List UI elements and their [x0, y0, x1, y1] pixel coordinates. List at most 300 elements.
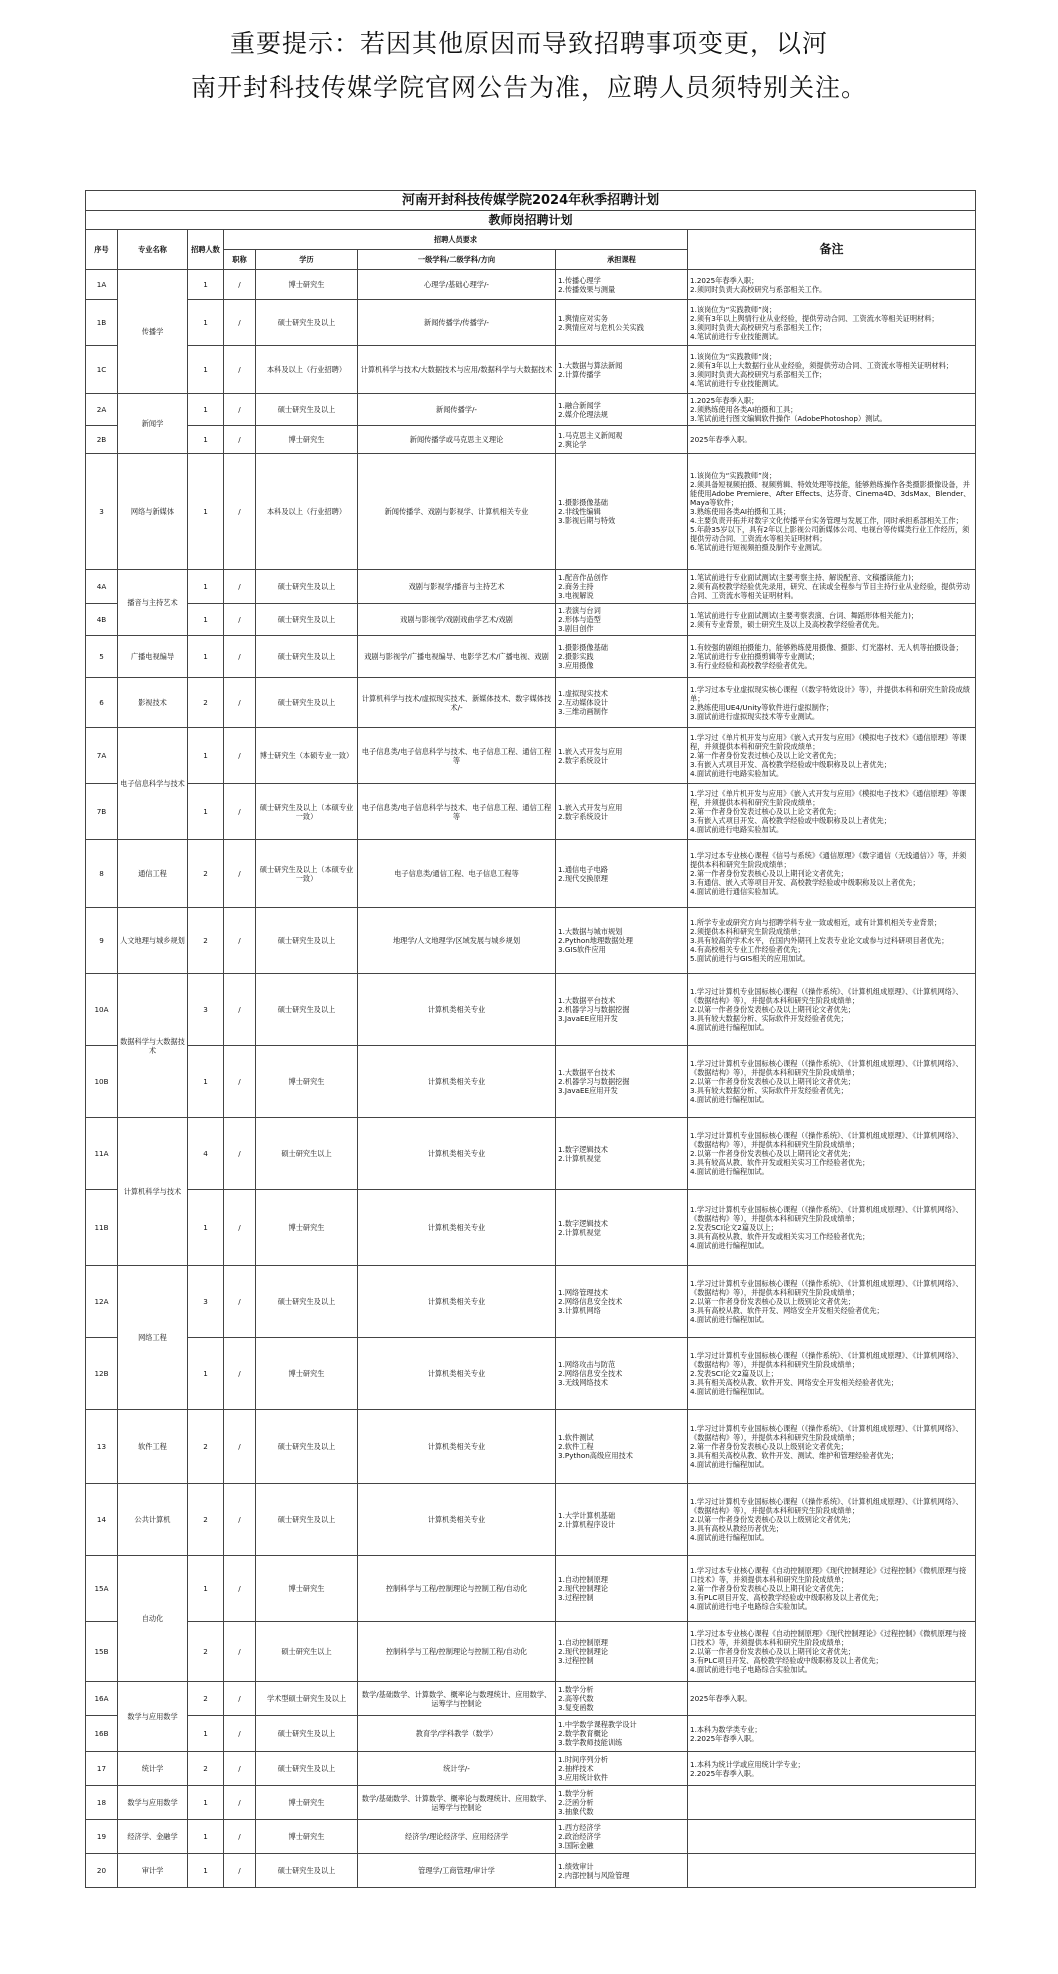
cell-discipline: 计算机类相关专业: [358, 1046, 556, 1118]
cell-remarks: [688, 1622, 976, 1682]
cell-courses-line: 1.大数据与城市规划: [558, 927, 623, 936]
cell-count: 1: [188, 1046, 224, 1118]
cell-count: 1: [188, 1338, 224, 1410]
cell-seq: 3: [86, 454, 118, 570]
cell-seq: 1C: [86, 346, 118, 394]
cell-remarks-line: 4.面试前进行编程加试。: [690, 1023, 769, 1032]
cell-courses-line: 3.剧目创作: [558, 624, 594, 633]
header-count: 招聘人数: [188, 230, 224, 270]
cell-courses-line: 2.传播效果与测量: [558, 284, 616, 294]
cell-remarks: [688, 1484, 976, 1556]
cell-remarks-line: 3.有PLC项目开发、高校教学经验或中级职称及以上者优先；: [690, 1593, 883, 1602]
cell-remarks-line: 2.须有3年以上舆情行业从业经验，提供劳动合同、工资流水等相关证明材料；: [690, 313, 939, 323]
cell-degree: 硕士研究生及以上: [256, 394, 358, 426]
cell-discipline: 计算机类相关专业: [358, 974, 556, 1046]
cell-degree: 博士研究生: [256, 1046, 358, 1118]
cell-remarks-line: 2.须具备短视频拍摄、视频剪辑、特效处理等技能，能够熟练操作各类摄影摄像设备，并能使用Adobe Premiere、After Effects、达芬奇、Cinema4D、3dsMax、Blender、Maya等软件；: [690, 480, 971, 507]
cell-title: /: [224, 784, 256, 840]
cell-major: 审计学: [118, 1854, 188, 1888]
cell-courses-line: 1.大数据与算法新闻: [558, 360, 623, 370]
cell-remarks: [688, 784, 976, 840]
cell-major: 统计学: [118, 1752, 188, 1786]
cell-discipline: 地理学/人文地理学/区域发展与城乡规划: [358, 908, 556, 974]
cell-courses-line: 3.过程控制: [558, 1593, 594, 1602]
cell-courses-line: 2.高等代数: [558, 1694, 594, 1703]
cell-courses-line: 3.数学教师技能训练: [558, 1738, 623, 1747]
table-row: [86, 1786, 976, 1820]
cell-remarks-line: 2.以第一作者身份发表核心及以上期刊论文者优先；: [690, 1647, 855, 1656]
cell-courses-line: 2.政治经济学: [558, 1832, 601, 1841]
cell-courses-line: 2.数字系统设计: [558, 811, 608, 821]
cell-discipline: 心理学/基础心理学/-: [358, 270, 556, 300]
cell-remarks: [688, 426, 976, 454]
cell-courses-line: 1.通信电子电路: [558, 864, 608, 874]
cell-remarks-line: 3.有嵌入式项目开发、高校教学经验或中级职称及以上者优先；: [690, 816, 891, 825]
cell-title: /: [224, 678, 256, 728]
cell-remarks-line: 4.主要负责开拓并对数字文化传播平台实务管理与发展工作，同时承担系部相关工作；: [690, 516, 963, 525]
cell-courses: [556, 678, 688, 728]
cell-count: 3: [188, 1266, 224, 1338]
table-row: [86, 636, 976, 678]
cell-degree: 学术型硕士研究生及以上: [256, 1682, 358, 1716]
cell-major: 数学与应用数学: [118, 1682, 188, 1752]
cell-remarks-line: 2.须熟练使用各类AI拍摄和工具；: [690, 405, 798, 414]
cell-count: 1: [188, 1820, 224, 1854]
cell-remarks-line: 4.面试前进行编程加试。: [690, 1241, 769, 1250]
cell-courses-line: 3.Python高级应用技术: [558, 1451, 633, 1460]
cell-courses-line: 2.抽样技术: [558, 1764, 594, 1773]
cell-major: 经济学、金融学: [118, 1820, 188, 1854]
cell-remarks-line: 3.须同时负责大高校研究与系部相关工作；: [690, 369, 827, 379]
cell-seq: 12A: [86, 1266, 118, 1338]
cell-degree: 博士研究生: [256, 426, 358, 454]
cell-remarks-line: 1.学习过计算机专业国标核心课程（《操作系统》、《计算机组成原理》、《计算机网络》、《数据结构》等），并提供本科和研究生阶段成绩单；: [690, 1205, 963, 1223]
cell-remarks-line: 2.以第一作者身份发表核心及以上级别论文者优先；: [690, 1297, 855, 1306]
cell-title: /: [224, 1410, 256, 1484]
cell-remarks-line: 3.笔试前进行图文编辑软件操作（AdobePhotoshop）测试。: [690, 414, 887, 423]
cell-major: 新闻学: [118, 394, 188, 454]
cell-seq: 1A: [86, 270, 118, 300]
cell-degree: 硕士研究生及以上: [256, 604, 358, 636]
table-row: [86, 1338, 976, 1410]
cell-degree: 博士研究生: [256, 1190, 358, 1266]
table-row: [86, 300, 976, 346]
cell-remarks-line: 2.须有3年以上大数据行业从业经验，须提供劳动合同、工资流水等相关证明材料；: [690, 360, 953, 370]
cell-discipline: 经济学/理论经济学、应用经济学: [358, 1820, 556, 1854]
cell-degree: 硕士研究生及以上: [256, 1854, 358, 1888]
cell-courses: [556, 908, 688, 974]
cell-count: 1: [188, 1556, 224, 1622]
cell-courses-line: 1.嵌入式开发与应用: [558, 746, 623, 756]
cell-courses-line: 2.媒介伦理法规: [558, 409, 608, 419]
cell-major: 人文地理与城乡规划: [118, 908, 188, 974]
cell-count: 1: [188, 784, 224, 840]
table-row: [86, 1484, 976, 1556]
cell-seq: 16A: [86, 1682, 118, 1716]
table-row: [86, 1190, 976, 1266]
cell-courses-line: 1.网络攻击与防范: [558, 1360, 616, 1369]
cell-title: /: [224, 1118, 256, 1190]
cell-remarks-line: 2025年春季入职。: [690, 435, 752, 444]
cell-discipline: 新闻传播学、戏剧与影视学、计算机相关专业: [358, 454, 556, 570]
table-row: [86, 1046, 976, 1118]
cell-courses-line: 1.数学分析: [558, 1789, 594, 1798]
cell-remarks-line: 3.有PLC项目开发、高校教学经验或中级职称及以上者优先；: [690, 1656, 883, 1665]
cell-count: 1: [188, 270, 224, 300]
cell-title: /: [224, 394, 256, 426]
cell-discipline: 计算机类相关专业: [358, 1338, 556, 1410]
cell-courses-line: 2.计算机视觉: [558, 1227, 601, 1237]
cell-degree: 博士研究生: [256, 1786, 358, 1820]
cell-major: 影视技术: [118, 678, 188, 728]
cell-remarks-line: 1.本科为数学类专业；: [690, 1724, 762, 1734]
cell-seq: 8: [86, 840, 118, 908]
cell-degree: 硕士研究生及以上: [256, 570, 358, 604]
cell-degree: 博士研究生: [256, 1556, 358, 1622]
cell-remarks-line: 1.学习过本专业核心课程《自动控制原理》《现代控制理论》《过程控制》《微机原理与接口技术》等，并须提供本科和研究生阶段成绩单；: [690, 1566, 967, 1584]
cell-discipline: 数学/基础数学、计算数学、概率论与数理统计、应用数学、运筹学与控制论: [358, 1682, 556, 1716]
cell-degree: 博士研究生（本硕专业一致）: [256, 728, 358, 784]
cell-courses-line: 1.摄影摄像基础: [558, 498, 608, 507]
table-row: [86, 604, 976, 636]
cell-discipline: 新闻传播学或马克思主义理论: [358, 426, 556, 454]
cell-courses: [556, 1622, 688, 1682]
cell-seq: 10B: [86, 1046, 118, 1118]
cell-title: /: [224, 728, 256, 784]
cell-remarks-line: 2.须有专业背景，硕士研究生及以上及高校教学经验者优先。: [690, 619, 884, 629]
cell-remarks-line: 4.有高校相关专业工作经验者优先；: [690, 945, 805, 954]
cell-remarks-line: 1.学习过计算机专业国标核心课程（《操作系统》、《计算机组成原理》、《计算机网络》、《数据结构》等），并提供本科和研究生阶段成绩单；: [690, 1279, 963, 1297]
cell-degree: 硕士研究生及以上: [256, 1410, 358, 1484]
table-row: [86, 1752, 976, 1786]
cell-courses-line: 2.计算机程序设计: [558, 1519, 616, 1529]
cell-major: 软件工程: [118, 1410, 188, 1484]
cell-remarks-line: 1.笔试前进行专业面试测试(主要考察主持、解说配音、文稿播读能力)；: [690, 573, 919, 582]
cell-remarks-line: 4.面试前进行电路实验加试。: [690, 825, 784, 834]
cell-courses: [556, 1820, 688, 1854]
cell-remarks-line: 3.具有相关高校从教、软件开发、测试、维护和管理经验者优先；: [690, 1451, 899, 1460]
cell-remarks-line: 2.发表SCI论文2篇及以上；: [690, 1223, 778, 1232]
cell-degree: 硕士研究生以上: [256, 1622, 358, 1682]
table-row: [86, 394, 976, 426]
cell-remarks-line: 4.面试前进行编程加试。: [690, 1387, 769, 1396]
cell-remarks-line: 3.具有相关高校从教、软件开发、网络安全开发相关经验者优先；: [690, 1378, 899, 1387]
cell-remarks: [688, 1266, 976, 1338]
cell-discipline: 计算机科学与技术/大数据技术与应用/数据科学与大数据技术: [358, 346, 556, 394]
cell-courses: [556, 1484, 688, 1556]
cell-title: /: [224, 1266, 256, 1338]
cell-major: 播音与主持艺术: [118, 570, 188, 636]
cell-seq: 18: [86, 1786, 118, 1820]
cell-courses-line: 2.计算传播学: [558, 369, 601, 379]
table-row: [86, 1682, 976, 1716]
cell-remarks-line: 1.笔试前进行专业面试测试(主要考察表演、台词、舞蹈形体相关能力)；: [690, 610, 919, 620]
cell-count: 2: [188, 678, 224, 728]
cell-courses-line: 2.摄影实践: [558, 652, 594, 661]
cell-major: 通信工程: [118, 840, 188, 908]
cell-seq: 20: [86, 1854, 118, 1888]
cell-degree: 本科及以上（行业招聘）: [256, 454, 358, 570]
cell-seq: 16B: [86, 1716, 118, 1752]
cell-discipline: 控制科学与工程/控制理论与控制工程/自动化: [358, 1556, 556, 1622]
cell-remarks-line: 2.以第一作者身份发表核心及以上级别论文者优先；: [690, 1515, 855, 1524]
cell-count: 2: [188, 840, 224, 908]
cell-courses-line: 3.国际金融: [558, 1841, 594, 1850]
cell-seq: 2B: [86, 426, 118, 454]
header-discipline: 一级学科/二级学科/方向: [358, 250, 556, 270]
cell-courses: [556, 1338, 688, 1410]
cell-courses-line: 1.舆情应对实务: [558, 313, 608, 323]
cell-degree: 硕士研究生及以上: [256, 974, 358, 1046]
header-title: 职称: [224, 250, 256, 270]
cell-remarks-line: 3.须同时负责大高校研究与系部相关工作；: [690, 322, 827, 332]
cell-title: /: [224, 300, 256, 346]
cell-seq: 1B: [86, 300, 118, 346]
recruitment-table-sheet: [85, 190, 975, 1888]
cell-discipline: 新闻传播学/传播学/-: [358, 300, 556, 346]
table-subtitle: 教师岗招聘计划: [86, 211, 976, 230]
cell-discipline: 计算机类相关专业: [358, 1118, 556, 1190]
cell-count: 1: [188, 454, 224, 570]
cell-seq: 2A: [86, 394, 118, 426]
cell-degree: 硕士研究生及以上: [256, 1716, 358, 1752]
cell-remarks-line: 1.学习过计算机专业国标核心课程（《操作系统》、《计算机组成原理》、《计算机网络》、《数据结构》等），并提供本科和研究生阶段成绩单；: [690, 1424, 963, 1442]
cell-remarks-line: 1.学习过本专业虚拟现实核心课程（《数字特效设计》等），并提供本科和研究生阶段成绩单；: [690, 684, 970, 703]
cell-remarks-line: 1.学习过本专业核心课程《自动控制原理》《现代控制理论》《过程控制》《微机原理与接口技术》等，并须提供本科和研究生阶段成绩单；: [690, 1629, 967, 1647]
cell-discipline: 电子信息类/电子信息科学与技术、电子信息工程、通信工程等: [358, 728, 556, 784]
cell-count: 1: [188, 394, 224, 426]
cell-count: 2: [188, 1622, 224, 1682]
cell-remarks: [688, 394, 976, 426]
cell-discipline: 戏剧与影视学/广播电视编导、电影学艺术/广播电视、戏剧: [358, 636, 556, 678]
table-row: [86, 784, 976, 840]
cell-courses-line: 3.无线网络技术: [558, 1378, 608, 1387]
cell-remarks-line: 3.有嵌入式项目开发、高校教学经验或中级职称及以上者优先；: [690, 760, 891, 769]
cell-seq: 13: [86, 1410, 118, 1484]
cell-major: 数据科学与大数据技术: [118, 974, 188, 1118]
cell-remarks-line: 1.所学专业或研究方向与招聘学科专业一致或相近，或有计算机相关专业背景；: [690, 918, 942, 927]
cell-remarks-line: 2.第一作者身份发表过核心及以上论文者优先；: [690, 751, 841, 760]
table-row: [86, 1854, 976, 1888]
cell-courses-line: 3.JavaEE应用开发: [558, 1086, 618, 1095]
cell-degree: 硕士研究生及以上（本硕专业一致）: [256, 840, 358, 908]
cell-seq: 7A: [86, 728, 118, 784]
cell-courses-line: 3.应用统计软件: [558, 1773, 608, 1782]
table-row: [86, 1622, 976, 1682]
cell-remarks: [688, 1556, 976, 1622]
cell-courses-line: 1.大数据平台技术: [558, 1068, 616, 1077]
cell-seq: 6: [86, 678, 118, 728]
cell-count: 1: [188, 570, 224, 604]
cell-remarks-line: 2.熟练使用UE4/Unity等软件进行虚拟制作；: [690, 702, 834, 712]
cell-remarks-line: 4.面试前进行电子电路综合实验加试。: [690, 1665, 812, 1674]
cell-major: 计算机科学与技术: [118, 1118, 188, 1266]
cell-courses: [556, 346, 688, 394]
notice-line-1: 重要提示：若因其他原因而导致招聘事项变更，以河: [229, 29, 828, 58]
notice-line-2: 南开封科技传媒学院官网公告为准，应聘人员须特别关注。: [190, 73, 867, 102]
cell-courses-line: 1.数字逻辑技术: [558, 1144, 608, 1154]
cell-remarks: [688, 1716, 976, 1752]
cell-remarks: [688, 728, 976, 784]
cell-courses-line: 2.网络信息安全技术: [558, 1297, 623, 1306]
cell-seq: 19: [86, 1820, 118, 1854]
cell-courses: [556, 1786, 688, 1820]
cell-count: 1: [188, 604, 224, 636]
cell-remarks-line: 4.面试前进行编程加试。: [690, 1315, 769, 1324]
table-row: [86, 908, 976, 974]
cell-title: /: [224, 426, 256, 454]
cell-discipline: 计算机类相关专业: [358, 1484, 556, 1556]
cell-remarks: [688, 454, 976, 570]
cell-courses-line: 2.网络信息安全技术: [558, 1369, 623, 1378]
cell-title: /: [224, 1820, 256, 1854]
cell-major: 广播电视编导: [118, 636, 188, 678]
cell-remarks-line: 1.该岗位为“实践教师”岗；: [690, 471, 777, 480]
cell-courses: [556, 604, 688, 636]
cell-degree: 硕士研究生及以上: [256, 1484, 358, 1556]
cell-major: 网络与新媒体: [118, 454, 188, 570]
cell-title: /: [224, 1338, 256, 1410]
cell-remarks-line: 2.第一作者身份发表核心及以上期刊论文者优先；: [690, 869, 848, 878]
cell-courses-line: 2.形体与造型: [558, 615, 601, 624]
cell-remarks-line: 2.2025年春季入职。: [690, 1768, 759, 1778]
table-row: [86, 728, 976, 784]
cell-courses-line: 1.虚拟现实技术: [558, 689, 608, 698]
cell-remarks-line: 3.具有高校从教经历者优先；: [690, 1524, 784, 1533]
table-row: [86, 454, 976, 570]
cell-remarks-line: 3.具有较大数据分析、实际软件开发经验者优先；: [690, 1014, 848, 1023]
cell-discipline: 控制科学与工程/控制理论与控制工程/自动化: [358, 1622, 556, 1682]
cell-degree: 博士研究生: [256, 270, 358, 300]
cell-title: /: [224, 1556, 256, 1622]
cell-remarks-line: 4.面试前进行编程加试。: [690, 1460, 769, 1469]
cell-remarks-line: 3.具有较大数据分析、实际软件开发经验者优先；: [690, 1086, 848, 1095]
cell-remarks: [688, 678, 976, 728]
cell-courses-line: 1.传播心理学: [558, 275, 601, 285]
cell-remarks-line: 3.熟练使用各类AI拍摄和工具；: [690, 507, 791, 516]
table-row: [86, 974, 976, 1046]
cell-courses: [556, 454, 688, 570]
cell-remarks-line: 3.有通信、嵌入式等项目开发、高校教学经验或中级职称及以上者优先；: [690, 878, 920, 887]
cell-count: 1: [188, 1786, 224, 1820]
cell-title: /: [224, 454, 256, 570]
cell-courses: [556, 1716, 688, 1752]
cell-courses-line: 3.复变函数: [558, 1703, 594, 1712]
cell-remarks: [688, 840, 976, 908]
header-courses: 承担课程: [556, 250, 688, 270]
cell-courses-line: 2.现代控制理论: [558, 1584, 608, 1593]
cell-remarks-line: 2.第一作者身份发表核心及以上级别论文者优先；: [690, 1442, 848, 1451]
cell-remarks-line: 2.笔试前进行专业拍摄剪辑等专业测试；: [690, 652, 820, 661]
cell-seq: 5: [86, 636, 118, 678]
cell-courses-line: 1.马克思主义新闻观: [558, 430, 623, 440]
cell-courses-line: 2.数字系统设计: [558, 755, 608, 765]
cell-title: /: [224, 1622, 256, 1682]
cell-remarks: [688, 1786, 976, 1820]
cell-remarks-line: 2025年春季入职。: [690, 1694, 752, 1703]
cell-count: 1: [188, 728, 224, 784]
cell-remarks-line: 4.面试前进行电子电路综合实验加试。: [690, 1602, 812, 1611]
cell-remarks-line: 2.须有高校教学经验优先录用，研究、在读或全程参与节目主持行业从业经验，提供劳动合同、工资流水等相关证明材料。: [690, 582, 970, 600]
cell-remarks-line: 2.以第一作者身份发表核心及以上期刊论文者优先；: [690, 1077, 855, 1086]
cell-seq: 4B: [86, 604, 118, 636]
cell-remarks: [688, 1410, 976, 1484]
cell-remarks: [688, 1190, 976, 1266]
cell-remarks-line: 1.学习过计算机专业国标核心课程（《操作系统》、《计算机组成原理》、《计算机网络》、《数据结构》等），并提供本科和研究生阶段成绩单；: [690, 1131, 963, 1149]
cell-count: 1: [188, 300, 224, 346]
cell-remarks-line: 4.笔试前进行专业技能测试。: [690, 378, 784, 388]
cell-title: /: [224, 1484, 256, 1556]
cell-discipline: 戏剧与影视学/戏剧戏曲学艺术/戏剧: [358, 604, 556, 636]
cell-degree: 硕士研究生及以上: [256, 300, 358, 346]
cell-discipline: 新闻传播学/-: [358, 394, 556, 426]
table-row: [86, 678, 976, 728]
cell-count: 2: [188, 1484, 224, 1556]
cell-courses-line: 2.数学教育概论: [558, 1729, 608, 1738]
cell-courses-line: 2.现代交换原理: [558, 873, 608, 883]
table-row: [86, 346, 976, 394]
cell-remarks-line: 5.面试前进行与GIS相关的应用加试。: [690, 954, 810, 963]
cell-courses-line: 3.JavaEE应用开发: [558, 1014, 618, 1023]
cell-remarks-line: 1.2025年春季入职；: [690, 275, 759, 285]
cell-degree: 硕士研究生及以上: [256, 636, 358, 678]
cell-count: 2: [188, 1752, 224, 1786]
cell-major: 自动化: [118, 1556, 188, 1682]
cell-remarks-line: 4.面试前进行电路实验加试。: [690, 769, 784, 778]
cell-remarks: [688, 1752, 976, 1786]
cell-courses: [556, 784, 688, 840]
cell-courses-line: 1.融合新闻学: [558, 400, 601, 410]
cell-degree: 硕士研究生及以上（本硕专业一致）: [256, 784, 358, 840]
cell-courses-line: 1.自动控制原理: [558, 1638, 608, 1647]
cell-remarks-line: 3.面试前进行虚拟现实技术等专业测试。: [690, 711, 820, 721]
table-row: [86, 1820, 976, 1854]
cell-remarks-line: 1.该岗位为“实践教师”岗；: [690, 351, 777, 361]
cell-courses-line: 1.西方经济学: [558, 1823, 601, 1832]
cell-count: 4: [188, 1118, 224, 1190]
cell-seq: 7B: [86, 784, 118, 840]
cell-count: 1: [188, 426, 224, 454]
cell-title: /: [224, 1854, 256, 1888]
cell-courses-line: 1.中学数学课程教学设计: [558, 1720, 637, 1729]
cell-courses-line: 2.舆情应对与危机公关实践: [558, 322, 644, 332]
cell-degree: 硕士研究生及以上: [256, 678, 358, 728]
cell-remarks-line: 2.须同时负责大高校研究与系部相关工作。: [690, 284, 827, 294]
cell-count: 1: [188, 1190, 224, 1266]
cell-courses-line: 1.时间序列分析: [558, 1755, 608, 1764]
cell-remarks-line: 2.以第一作者身份发表核心及以上期刊论文者优先；: [690, 1005, 855, 1014]
cell-courses: [556, 1190, 688, 1266]
cell-discipline: 数学/基础数学、计算数学、概率论与数理统计、应用数学、运筹学与控制论: [358, 1786, 556, 1820]
cell-title: /: [224, 636, 256, 678]
cell-remarks-line: 1.学习过计算机专业国标核心课程（《操作系统》、《计算机组成原理》、《计算机网络》、《数据结构》等），并提供本科和研究生阶段成绩单；: [690, 1059, 963, 1077]
cell-count: 2: [188, 908, 224, 974]
cell-count: 3: [188, 974, 224, 1046]
cell-count: 2: [188, 1410, 224, 1484]
cell-courses: [556, 728, 688, 784]
table-row: [86, 1556, 976, 1622]
cell-courses-line: 3.三维动画制作: [558, 707, 608, 716]
cell-seq: 10A: [86, 974, 118, 1046]
cell-courses-line: 1.数学分析: [558, 1685, 594, 1694]
table-row: [86, 270, 976, 300]
cell-courses: [556, 1266, 688, 1338]
cell-count: 1: [188, 1854, 224, 1888]
cell-courses-line: 2.Python地理数据处理: [558, 936, 633, 945]
cell-remarks-line: 3.具有较高的学术水平，在国内外期刊上发表专业论文或参与过科研项目者优先；: [690, 936, 949, 945]
cell-courses-line: 3.GIS软件应用: [558, 945, 606, 954]
cell-courses: [556, 394, 688, 426]
